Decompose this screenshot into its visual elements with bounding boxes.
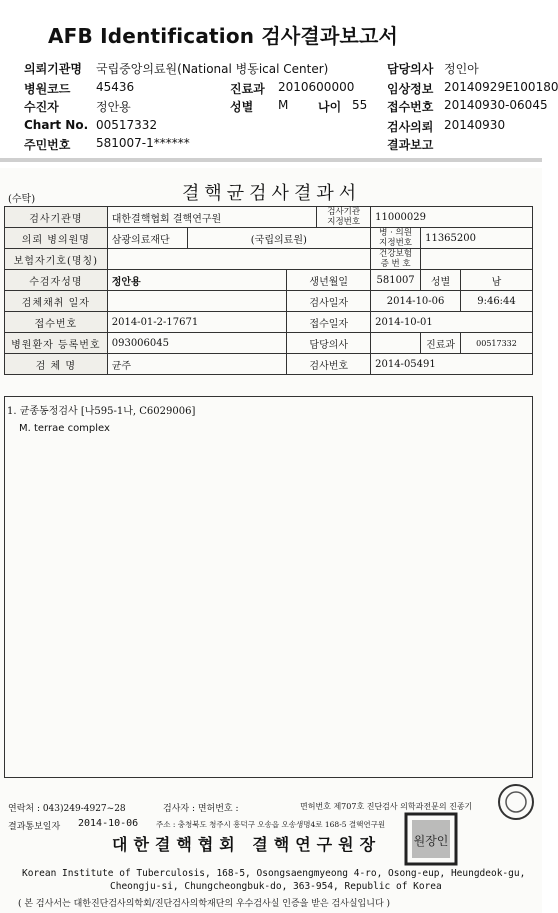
label-chart-no: Chart No. [24, 118, 89, 132]
value-department: 2010600000 [278, 80, 355, 94]
footer-license: 면허번호 제707호 진단검사 의학과전문의 진종기 [300, 802, 473, 811]
label-patient: 수진자 [24, 100, 59, 114]
label-gender: 성별 [421, 270, 461, 291]
label-form-receipt-no: 접수번호 [5, 312, 108, 333]
row-receipt [5, 312, 533, 333]
org-name-korean: 대한결핵협회 결핵연구원장 [112, 835, 382, 854]
result-test-name: 1. 균종동정검사 [나595-1나, C6029006] [7, 406, 196, 417]
value-form-dept: 00517332 [461, 333, 533, 354]
header-divider [0, 158, 542, 162]
label-test-org: 검사기관명 [5, 207, 108, 228]
value-sex: M [278, 98, 289, 112]
row-test-org [5, 207, 533, 228]
seal-text: 원장인 [413, 834, 449, 848]
value-dob: 581007 [371, 270, 421, 291]
label-doctor: 담당의사 [387, 62, 434, 76]
row-specimen [5, 354, 533, 375]
value-gender: 남 [461, 270, 533, 291]
form-title: 결핵균검사결과서 [182, 183, 362, 204]
label-report: 결과보고 [387, 138, 434, 152]
label-requesting-org: 의뢰기관명 [24, 62, 82, 76]
value-registration-no: 093006045 [107, 333, 287, 354]
accreditation-note: ( 본 검사서는 대한진단검사의학회/진단검사의학재단의 우수검사실 인증을 받은 검사실입니다 ) [18, 899, 391, 909]
label-test-org-code: 검사기관 지정번호 [317, 207, 371, 228]
value-exam-time: 9:46:44 [461, 291, 533, 312]
form-tag: (수탁) [8, 194, 36, 205]
value-insurance-no [421, 249, 533, 270]
value-requesting-hospital: 삼광의료재단 [107, 228, 187, 249]
footer-phone: 연락처 : 043)249-4927~28 [8, 804, 126, 814]
label-hospital-designation: 병 · 의원 지정번호 [371, 228, 421, 249]
footer-inspector: 검사자 : 면허번호 : [163, 804, 239, 814]
label-clinical-info: 임상정보 [387, 82, 434, 96]
value-requesting-hospital-paren: (국립의료원) [187, 228, 371, 249]
value-resident-no: 581007-1****** [96, 136, 190, 150]
value-specimen: 균주 [107, 354, 287, 375]
value-insurance [107, 249, 370, 270]
value-age: 55 [352, 98, 368, 112]
value-requesting-org: 국립중앙의료원(National 병동ical Center) [96, 62, 329, 76]
result-box [4, 396, 533, 778]
label-resident-no: 주민번호 [24, 138, 71, 152]
value-chart-no: 00517332 [96, 118, 158, 132]
value-hospital-designation: 11365200 [421, 228, 533, 249]
row-patient [5, 270, 533, 291]
form-grid [4, 206, 533, 375]
label-insurance: 보험자기호(명칭) [5, 249, 108, 270]
label-hospital-code: 병원코드 [24, 82, 71, 96]
value-patient-name: 정안용 [107, 270, 287, 291]
value-receipt-no: 20140930-06045 [444, 98, 548, 112]
org-address-english-2: Cheongju-si, Chungcheongbuk-do, 363-954, Republic of Korea [110, 881, 442, 892]
value-form-receipt-no: 2014-01-2-17671 [107, 312, 287, 333]
value-doctor: 정인아 [444, 62, 479, 76]
label-collection-date: 검체채취 일자 [5, 291, 108, 312]
value-exam-date: 2014-10-06 [371, 291, 461, 312]
footer-report-date-label: 결과통보일자 [8, 822, 61, 832]
label-form-dept: 진료과 [421, 333, 461, 354]
org-address-english-1: Korean Institute of Tuberculosis, 168-5, Osongsaengmyeong 4-ro, Osong-eup, Heungdeok-gu, [22, 868, 526, 879]
label-requesting-hospital: 의뢰 병의원명 [5, 228, 108, 249]
footer-address: 주소 : 충청북도 청주시 흥덕구 오송읍 오송생명4로 168-5 결핵연구원 [156, 820, 386, 829]
value-hospital-code: 45436 [96, 80, 135, 94]
value-clinical-info: 20140929E100180 [444, 80, 558, 94]
label-exam-no: 검사번호 [287, 354, 371, 375]
label-request-date: 검사의뢰 [387, 120, 434, 134]
row-requesting-hospital [5, 228, 533, 249]
value-patient: 정안용 [96, 100, 131, 114]
report-title: AFB Identification 검사결과보고서 [48, 24, 399, 48]
label-patient-name: 수검자성명 [5, 270, 108, 291]
result-organism: M. terrae complex [19, 423, 110, 434]
official-seal-icon [404, 812, 458, 866]
value-test-org: 대한결핵협회 결핵연구원 [107, 207, 317, 228]
value-receipt-date: 2014-10-01 [371, 312, 533, 333]
label-receipt-no: 접수번호 [387, 100, 434, 114]
label-registration-no: 병원환자 등록번호 [5, 333, 108, 354]
label-sex: 성별 [230, 100, 254, 114]
value-form-doctor [371, 333, 421, 354]
value-collection-date [107, 291, 287, 312]
row-insurance [5, 249, 533, 270]
label-age: 나이 [318, 100, 342, 114]
row-registration [5, 333, 533, 354]
label-form-doctor: 담당의사 [287, 333, 371, 354]
label-exam-date: 검사일자 [287, 291, 371, 312]
label-receipt-date: 접수일자 [287, 312, 371, 333]
label-department: 진료과 [230, 82, 265, 96]
value-test-org-code: 11000029 [371, 207, 533, 228]
license-stamp-icon [496, 782, 536, 822]
label-specimen: 검 체 명 [5, 354, 108, 375]
value-exam-no: 2014-05491 [371, 354, 533, 375]
row-collection [5, 291, 533, 312]
footer-report-date: 2014-10-06 [78, 818, 139, 829]
label-dob: 생년월일 [287, 270, 371, 291]
label-insurance-no: 건강보험 증 번 호 [371, 249, 421, 270]
value-request-date: 20140930 [444, 118, 506, 132]
